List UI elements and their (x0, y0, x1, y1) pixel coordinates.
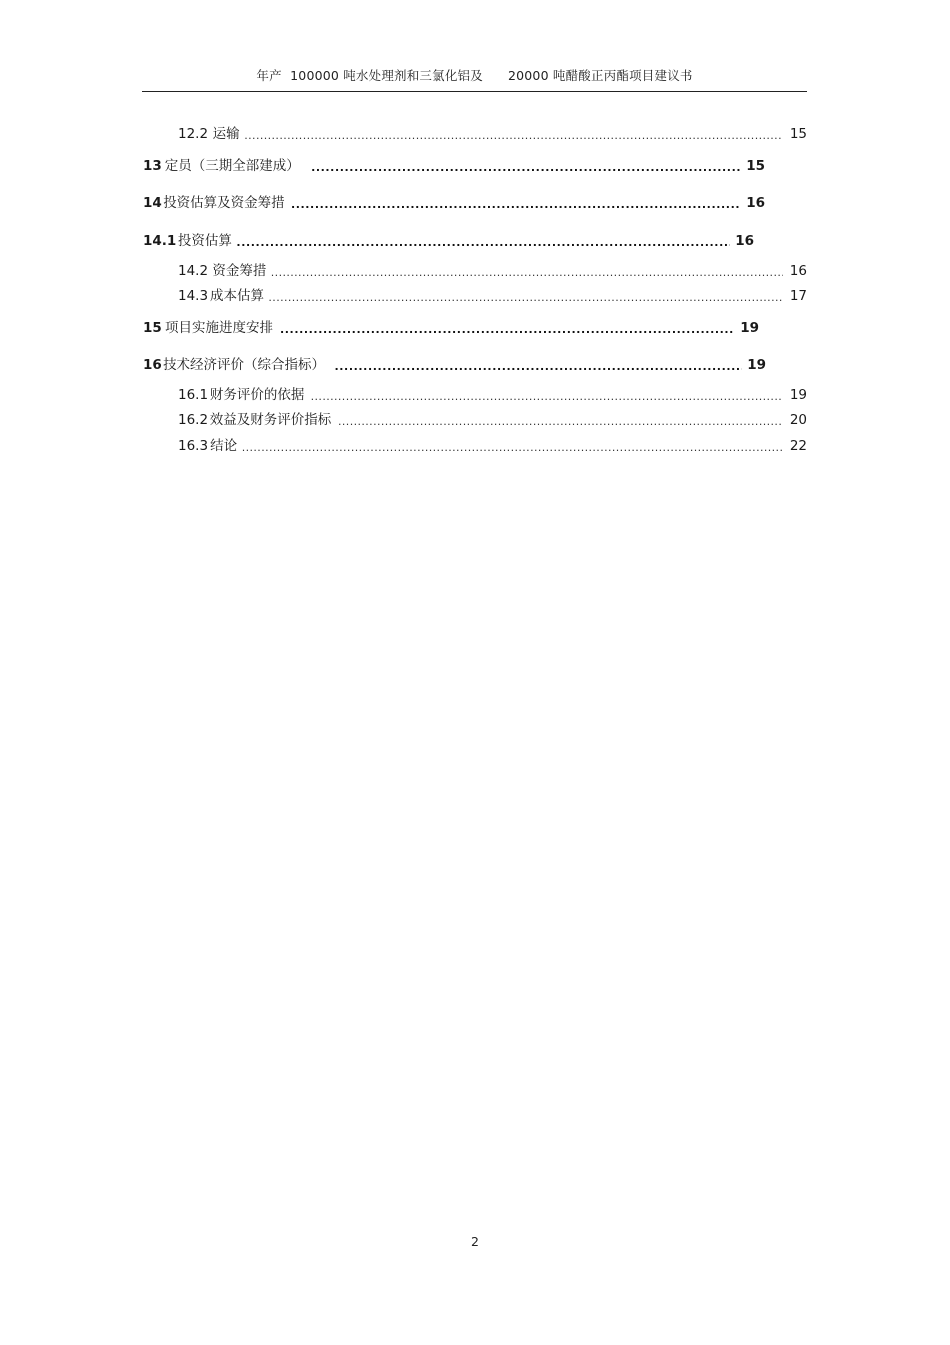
toc-entry-title: 效益及财务评价指标 (209, 412, 332, 428)
toc-entry-number: 14.1 (143, 233, 177, 249)
toc-entry-title: 项目实施进度安排 (164, 320, 273, 336)
toc-dot-leader (311, 159, 741, 173)
toc-entry-16-2[interactable] (178, 408, 807, 426)
toc-entry-number: 16 (143, 357, 162, 373)
toc-entry-13[interactable] (143, 154, 765, 172)
toc-entry-number: 13 (143, 158, 162, 174)
toc-entry-title: 技术经济评价（综合指标） (163, 357, 326, 373)
toc-entry-title: 成本估算 (210, 288, 265, 304)
running-header: 年产 100000 吨水处理剂和三氯化铝及 20000 吨醋酸正丙酯项目建议书 (256, 68, 693, 83)
toc-dot-leader (338, 413, 783, 427)
toc-entry-number: 15 (143, 320, 162, 336)
toc-entry-page: 15 (789, 126, 807, 142)
toc-dot-leader (244, 127, 783, 141)
toc-entry-page: 19 (789, 387, 808, 403)
toc-entry-12-2[interactable] (178, 122, 807, 140)
toc-entry-14-3[interactable] (178, 284, 807, 302)
toc-entry-page: 16 (735, 233, 755, 249)
toc-entry-page: 16 (746, 195, 765, 211)
toc-entry-page: 20 (789, 412, 808, 428)
toc-entry-title: 投资估算 (177, 233, 232, 249)
toc-entry-title: 运输 (212, 126, 240, 142)
page-number: 2 (471, 1234, 479, 1249)
toc-entry-15[interactable] (143, 316, 759, 334)
toc-entry-page: 19 (740, 320, 759, 336)
toc-entry-number: 14 (143, 195, 162, 211)
toc-entry-title: 财务评价的依据 (209, 387, 305, 403)
toc-entry-16-1[interactable] (178, 383, 807, 401)
header-rule (142, 91, 807, 92)
toc-dot-leader (335, 358, 743, 372)
toc-dot-leader (280, 321, 735, 335)
toc-entry-number: 16.3 (178, 438, 209, 454)
toc-entry-16[interactable] (143, 353, 766, 371)
toc-entry-number: 14.2 (178, 263, 209, 279)
toc-entry-page: 22 (789, 438, 807, 454)
toc-entry-14-1[interactable] (143, 229, 754, 247)
toc-entry-14-2[interactable] (178, 259, 807, 277)
toc-entry-number: 14.3 (178, 288, 209, 304)
toc-entry-14[interactable] (143, 191, 765, 209)
toc-dot-leader (291, 196, 741, 210)
toc-entry-page: 16 (789, 263, 807, 279)
toc-entry-page: 15 (746, 158, 765, 174)
toc-dot-leader (268, 289, 783, 303)
toc-entry-title: 定员（三期全部建成） (164, 158, 300, 174)
toc-entry-page: 19 (747, 357, 766, 373)
toc-entry-title: 资金筹措 (212, 263, 267, 279)
toc-entry-number: 12.2 (178, 126, 209, 142)
toc-entry-number: 16.1 (178, 387, 209, 403)
toc-entry-title: 投资估算及资金筹措 (163, 195, 285, 211)
toc-dot-leader (311, 388, 783, 402)
toc-entry-page: 17 (789, 288, 808, 304)
toc-dot-leader (236, 234, 730, 248)
toc-entry-16-3[interactable] (178, 434, 807, 452)
toc-dot-leader (242, 439, 783, 453)
toc-entry-number: 16.2 (178, 412, 209, 428)
toc-dot-leader (271, 264, 783, 278)
toc-entry-title: 结论 (210, 438, 238, 454)
